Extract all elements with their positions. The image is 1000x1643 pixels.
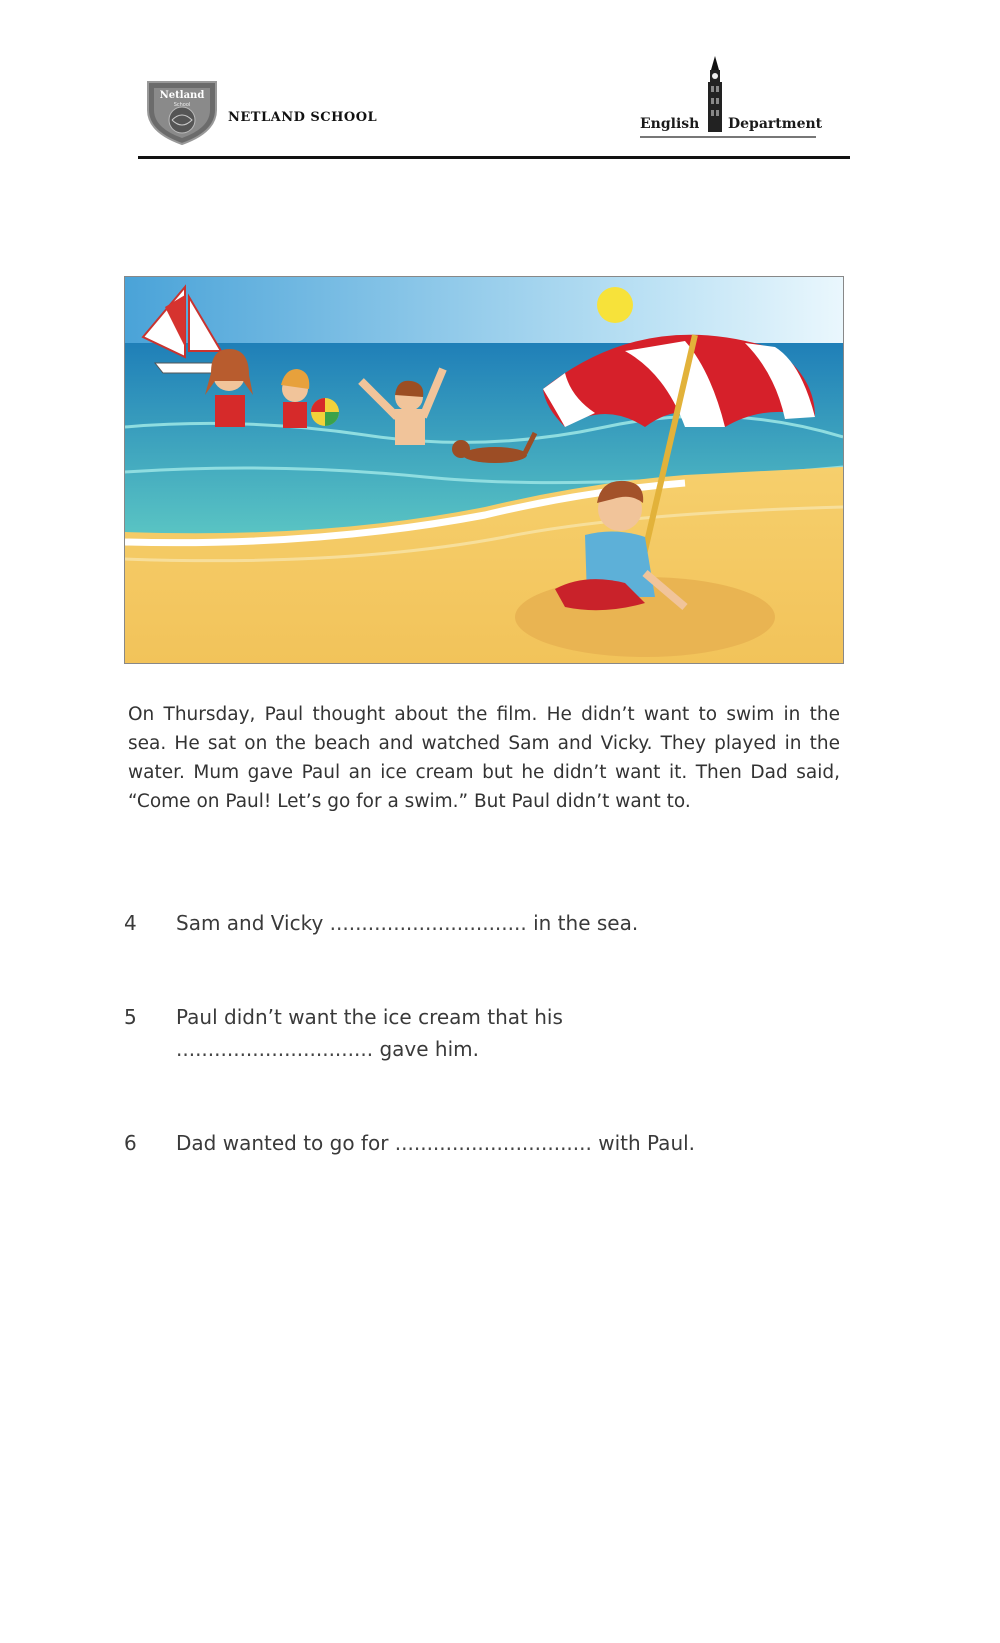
question-text-line-2	[176, 1037, 479, 1061]
page-header	[0, 0, 1000, 170]
answer-blank[interactable]: ...............................	[394, 1131, 592, 1155]
svg-text:Netland: Netland	[159, 90, 205, 101]
dept-underline	[640, 136, 816, 138]
answer-blank[interactable]: ...............................	[176, 1037, 374, 1061]
school-logo	[146, 80, 218, 146]
big-ben-icon	[704, 56, 726, 132]
question-continuation: with Paul.	[598, 1131, 696, 1155]
question-text	[176, 911, 638, 935]
question-number: 4	[124, 911, 137, 935]
answer-blank[interactable]: ...............................	[329, 911, 527, 935]
english-department-emblem	[640, 56, 823, 138]
question-text	[176, 1131, 695, 1155]
school-name: NETLAND SCHOOL	[228, 110, 378, 125]
question-prompt: Dad wanted to go for	[176, 1131, 389, 1155]
question-number: 5	[124, 1005, 137, 1029]
header-rule	[138, 156, 850, 159]
question-prompt: Paul didn’t want the ice cream that his	[176, 1005, 563, 1029]
reading-passage: On Thursday, Paul thought about the film. He didn’t want to swim in the sea. He sat on the beach and watched Sam and Vicky. They played in the water. Mum gave Paul an ice cream but he didn’t want it. Then Dad said, “Come on Paul! Let’s go for a swim.” But Paul didn’t want to.	[128, 704, 840, 812]
question-number: 6	[124, 1131, 137, 1155]
dept-label-left: English	[640, 116, 700, 132]
question-continuation: gave him.	[379, 1037, 479, 1061]
beach-illustration	[124, 276, 844, 664]
svg-text:School: School	[173, 102, 191, 108]
question-continuation: in the sea.	[533, 911, 639, 935]
question-prompt: Sam and Vicky	[176, 911, 324, 935]
dept-label-right: Department	[728, 116, 823, 132]
